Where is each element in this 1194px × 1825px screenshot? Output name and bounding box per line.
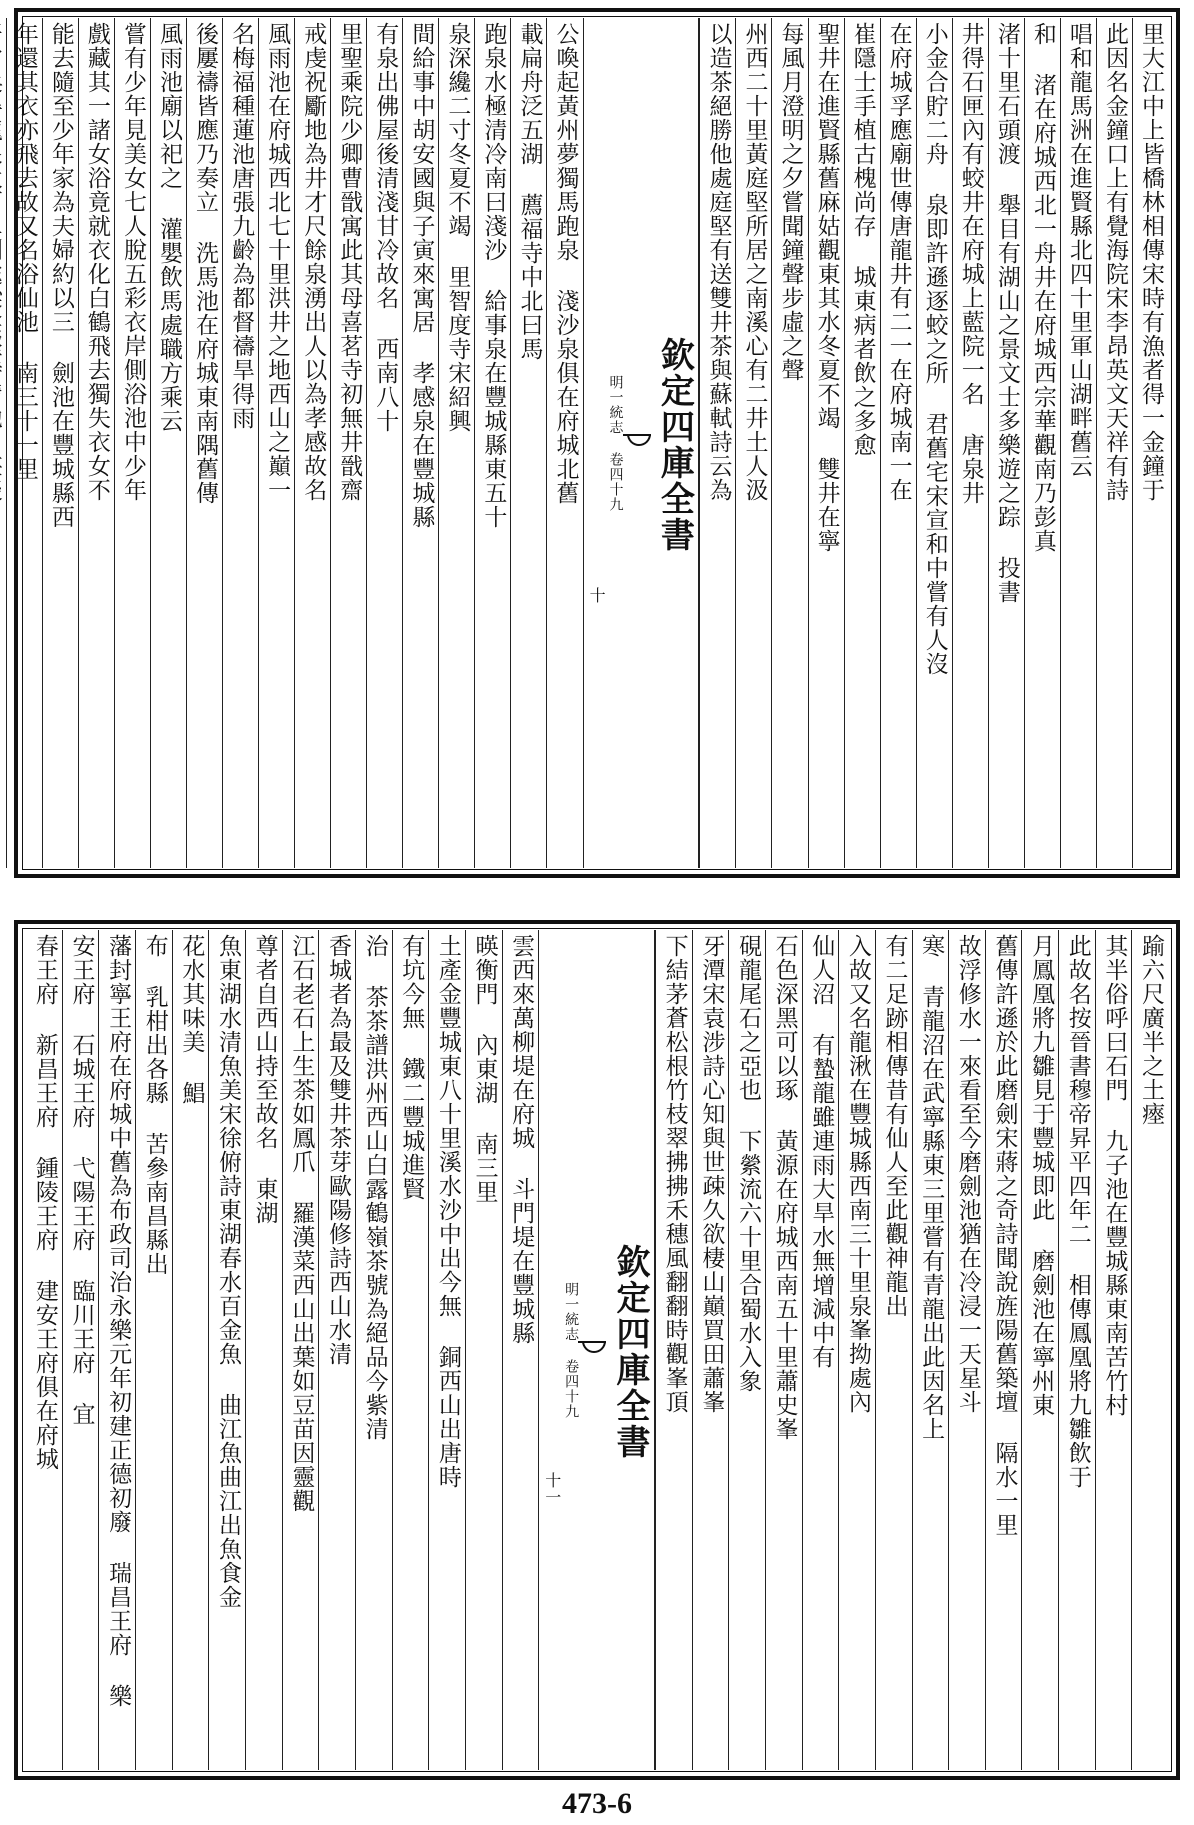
text-column: 花水其味美 鯧 <box>172 930 209 1770</box>
text-column: 安王府 石城王府 弋陽王府 臨川王府 宜 <box>62 930 99 1770</box>
collection-title: 欽定四庫全書 <box>654 337 695 553</box>
text-column: 年還其衣亦飛去故又名浴仙池 南三十一里 <box>6 18 42 868</box>
text-column: 戒虔祝斸地為井才尺餘泉湧出人以為孝感故名 <box>294 18 330 868</box>
text-column: 牙潭宋袁涉詩心知與世疎久欲棲山巔買田蕭峯 <box>692 930 729 1770</box>
text-column: 舊傳許遜於此磨劍宋蔣之奇詩聞說旌陽舊築壇 隔水一里 <box>985 930 1022 1770</box>
text-column: 踰六尺廣半之土瘞 <box>1131 930 1168 1770</box>
text-column: 風雨池在府城西北七十里洪井之地西山之巔一 <box>258 18 294 868</box>
text-column: 里大江中上皆橋林相傳宋時有漁者得一金鐘于 <box>1132 18 1168 868</box>
text-column: 入故又名龍湫在豐城縣西南三十里泉峯拗處內 <box>838 930 875 1770</box>
text-column: 硯龍尾石之亞也 下縈流六十里合蜀水入象 <box>728 930 765 1770</box>
text-column: 間給事中胡安國與子寅來寓居 孝感泉在豐城縣 <box>402 18 438 868</box>
fish-tail-mark-icon <box>578 1341 606 1359</box>
text-column: 小金合貯二舟 泉即許遜逐蛟之所 君舊宅宋宣和中嘗有人沒 <box>916 18 952 868</box>
text-column: 此故名按晉書穆帝昇平四年二 相傳鳳凰將九雛飲于 <box>1058 930 1095 1770</box>
leaf-number: 十一 <box>542 1472 562 1506</box>
text-column: 雲西來萬柳堤在府城 斗門堤在豐城縣 <box>502 930 539 1770</box>
text-column: 布 乳柑出各縣 苦參南昌縣出 <box>135 930 172 1770</box>
text-column: 泉深纔二寸冬夏不竭 里智度寺宋紹興 <box>438 18 474 868</box>
text-column: 有坑今無 鐵二豐城進賢 <box>392 930 429 1770</box>
text-column: 春王府 新昌王府 鍾陵王府 建安王府俱在府城 <box>31 934 58 1471</box>
text-column: 崔隱士手植古槐尚存 城東病者飲之多愈 <box>844 18 880 868</box>
text-column: 跑泉水極清冷南曰淺沙 給事泉在豐城縣東五十 <box>474 18 510 868</box>
text-column: 風雨池廟以祀之 灌嬰飲馬處職方乘云 <box>150 18 186 868</box>
scan-page-number: 473-6 <box>562 1787 632 1820</box>
text-column: 石色深黑可以琢 黃源在府城西南五十里蕭史峯 <box>765 930 802 1770</box>
text-column: 治 茶茶譜洪州西山白露鶴嶺茶號為絕品今紫清 <box>355 930 392 1770</box>
page-center-strip <box>538 930 655 1770</box>
text-column: 州西二十里黃庭堅所居之南溪心有二井土人汲 <box>735 18 771 868</box>
text-column: 公喚起黃州夢獨馬跑泉 淺沙泉俱在府城北舊 <box>546 18 582 868</box>
volume-label: 明一統志 卷四十九 <box>607 374 624 512</box>
text-column: 寒 青龍沼在武寧縣東三里嘗有青龍出此因名上 <box>912 930 949 1770</box>
text-column: 每風月澄明之夕嘗聞鐘聲步虛之聲 <box>771 18 807 868</box>
text-column: 渚十里石頭渡 舉目有湖山之景文士多樂遊之踪 投書 <box>988 18 1024 868</box>
text-column: 嘗有少年見美女七人脫五彩衣岸側浴池中少年 <box>114 18 150 868</box>
collection-title: 欽定四庫全書 <box>610 1244 651 1460</box>
text-column: 有二足跡相傳昔有仙人至此觀神龍出 <box>875 930 912 1770</box>
upper-book-page <box>11 8 1180 878</box>
text-column: 其半俗呼曰石門 九子池在豐城縣東南苦竹村 <box>1095 930 1132 1770</box>
text-column: 名梅福種蓮池唐張九齡為都督禱旱得雨 <box>222 18 258 868</box>
text-column: 尊者自西山持至故名 東湖 <box>245 930 282 1770</box>
text-column: 仙人沼 有蟄龍雖連雨大旱水無增減中有 <box>802 930 839 1770</box>
text-column: 有泉出佛屋後清淺甘冷故名 西南八十 <box>366 18 402 868</box>
text-column: 和 渚在府城西北一舟井在府城西宗華觀南乃彭真 <box>1024 18 1060 868</box>
fish-tail-mark-icon <box>623 434 651 452</box>
text-column: 故浮修水一來看至今磨劍池猶在冷浸一天星斗 <box>948 930 985 1770</box>
text-column: 魚東湖水清魚美宋徐俯詩東湖春水百金魚 曲江魚曲江出魚食金 <box>208 930 245 1770</box>
text-column: 後屢禱皆應乃奏立 洗馬池在府城東南隅舊傳 <box>186 18 222 868</box>
text-column: 香城者為最及雙井茶芽歐陽修詩西山水清 <box>318 930 355 1770</box>
text-column: 下結茅蒼松根竹枝翠拂拂禾穗風翻翻時觀峯頂 <box>655 930 692 1770</box>
text-column: 戲藏其一諸女浴竟就衣化白鶴飛去獨失衣女不 <box>78 18 114 868</box>
lower-book-page <box>14 920 1180 1780</box>
leaf-number: 十 <box>587 587 607 604</box>
text-column: 月鳳凰將九雛見于豐城即此 磨劍池在寧州東 <box>1021 930 1058 1770</box>
text-column: 此因名金鐘口上有覺海院宋李昂英文天祥有詩 <box>1096 18 1132 868</box>
text-column: 江石老石上生茶如鳳爪 羅漢菜西山出葉如豆苗因靈觀 <box>282 930 319 1770</box>
text-column: 井得石匣內有蛟井在府城上藍院一名 唐泉井 <box>952 18 988 868</box>
text-column: 在府城孚應廟世傳唐龍井有二一在府城南一在 <box>880 18 916 868</box>
text-column: 里聖乘院少卿曹戩寓此其母喜茗寺初無井戩齋 <box>330 18 366 868</box>
text-column: 聖井在進賢縣舊麻姑觀東其水冬夏不竭 雙井在寧 <box>808 18 844 868</box>
text-column: 暎衡門 內東湖 南三里 <box>465 930 502 1770</box>
text-column: 載扁舟泛五湖 薦福寺中北曰馬 <box>510 18 546 868</box>
volume-label: 明一統志 卷四十九 <box>563 1281 580 1419</box>
text-column: 以造茶絕勝他處庭堅有送雙井茶與蘇軾詩云為 <box>699 18 735 868</box>
text-column: 唱和龍馬洲在進賢縣北四十里軍山湖畔舊云 <box>1060 18 1096 868</box>
text-column: 能去隨至少年家為夫婦約以三 劍池在豐城縣西 <box>42 18 78 868</box>
text-column: 藩封寧王府在府城中舊為布政司治永樂元年初建正德初廢 瑞昌王府 樂 <box>98 930 135 1770</box>
text-column: 土產金豐城東八十里溪水沙中出今無 銅西山出唐時 <box>428 930 465 1770</box>
page-center-strip <box>583 18 700 868</box>
